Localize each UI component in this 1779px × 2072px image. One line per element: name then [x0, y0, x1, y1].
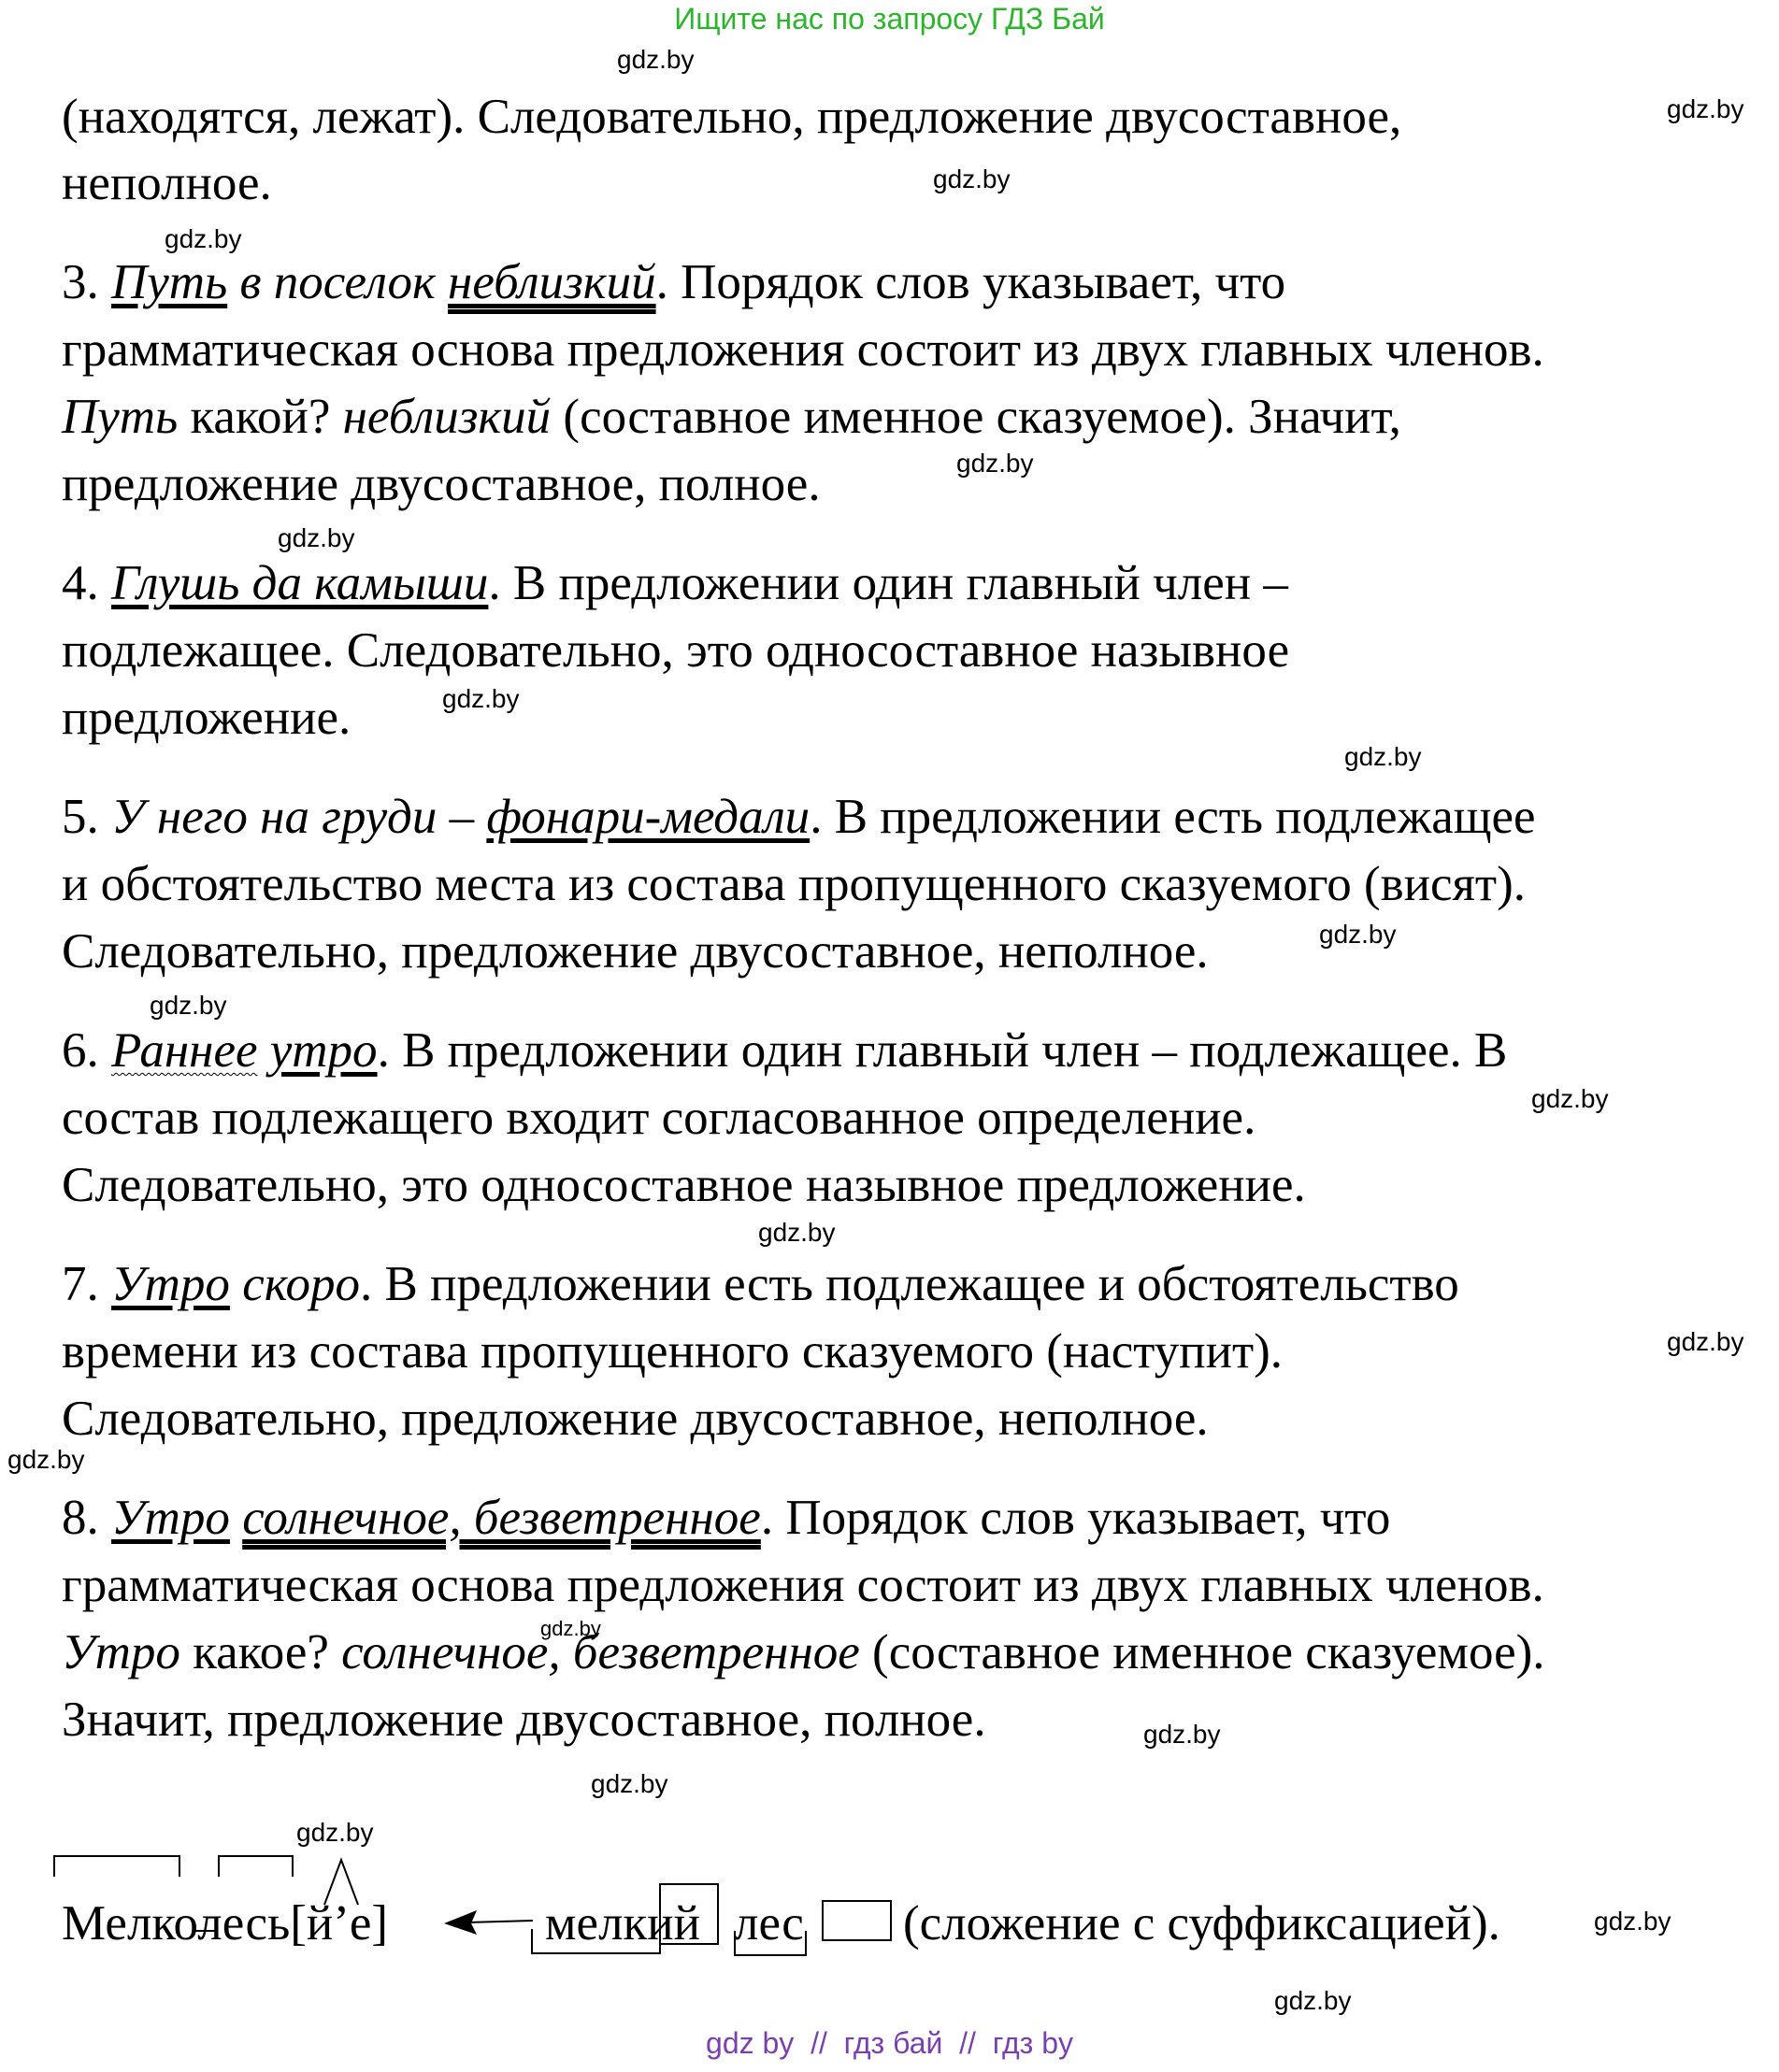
bottom-banner[interactable]: gdz by // гдз бай // гдз by: [706, 2026, 1073, 2060]
attribute: Раннее: [111, 1023, 258, 1078]
watermark: gdz.by: [296, 1818, 374, 1847]
sentence-7-line-2: времени из состава пропущенного сказуемого (наступит).: [62, 1324, 1284, 1379]
text-line: (находятся, лежат). Следовательно, предложение двусоставное,: [62, 90, 1402, 144]
derived-word: Мелколесь[й’е]: [62, 1896, 389, 1951]
top-banner[interactable]: Ищите нас по запросу ГДЗ Бай: [674, 2, 1105, 36]
sentence-6-line-3: Следовательно, это односоставное назывное предложение.: [62, 1158, 1306, 1212]
root-mark: [54, 1856, 179, 1877]
watermark: gdz.by: [1531, 1084, 1609, 1113]
watermark: gdz.by: [1667, 94, 1744, 123]
watermark: gdz.by: [1594, 1907, 1671, 1936]
watermark: gdz.by: [278, 523, 355, 552]
sentence-3-line-2: грамматическая основа предложения состоит из двух главных членов.: [62, 322, 1544, 377]
sentence-8-line-1: 8. Утро солнечное, безветренное. Порядок слов указывает, что: [62, 1491, 1391, 1545]
subject: Глушь да камыши: [111, 556, 489, 610]
watermark: gdz.by: [591, 1769, 668, 1798]
arrow-line: [467, 1921, 533, 1922]
source-word-2: лес: [734, 1896, 804, 1951]
sentence-4-line-1: 4. Глушь да камыши. В предложении один главный член –: [62, 556, 1288, 610]
watermark: gdz.by: [442, 684, 520, 713]
root-mark: [219, 1856, 293, 1877]
subject: Утро: [111, 1491, 230, 1545]
subject: Путь: [111, 255, 228, 309]
sentence-3-line-3: Путь какой? неблизкий (составное именное сказуемое). Значит,: [62, 390, 1401, 444]
watermark: gdz.by: [150, 991, 227, 1020]
predicate: неблизкий: [448, 255, 656, 309]
sentence-6-line-2: состав подлежащего входит согласованное определение.: [62, 1091, 1256, 1145]
sentence-3-line-4: предложение двусоставное, полное.: [62, 457, 821, 511]
watermark: gdz.by: [617, 45, 695, 74]
watermark: gdz.by: [1274, 1986, 1352, 2015]
subject: Утро: [111, 1257, 230, 1311]
watermark: gdz.by: [933, 164, 1011, 193]
watermark: gdz.by: [956, 449, 1034, 478]
word-formation-schema: [0, 1832, 1779, 2019]
sentence-8-line-3: Утро какое? солнечное, безветренное (составное именное сказуемое).: [62, 1625, 1545, 1679]
sentence-5-line-2: и обстоятельство места из состава пропущенного сказуемого (висят).: [62, 857, 1526, 911]
watermark: gdz.by: [1143, 1720, 1221, 1749]
sentence-8-line-4: Значит, предложение двусоставное, полное.: [62, 1693, 986, 1747]
sentence-6-line-1: 6. Раннее утро. В предложении один главный член – подлежащее. В: [62, 1023, 1508, 1078]
watermark: gdz.by: [1344, 742, 1422, 771]
watermark: gdz.by: [540, 1617, 601, 1640]
text-line: неполное.: [62, 156, 272, 210]
sentence-5-line-1: 5. У него на груди – фонари-медали. В предложении есть подлежащее: [62, 790, 1536, 844]
sentence-4-line-2: подлежащее. Следовательно, это односоставное назывное: [62, 623, 1290, 678]
formation-note: (сложение с суффиксацией).: [903, 1896, 1500, 1951]
watermark: gdz.by: [1319, 920, 1397, 949]
sentence-8-line-2: грамматическая основа предложения состоит из двух главных членов.: [62, 1558, 1544, 1612]
sentence-4-line-3: предложение.: [62, 691, 351, 745]
watermark: gdz.by: [758, 1218, 836, 1247]
watermark: gdz.by: [7, 1445, 85, 1474]
sentence-5-line-3: Следовательно, предложение двусоставное, неполное.: [62, 924, 1209, 979]
sentence-3-line-1: 3. Путь в поселок неблизкий. Порядок слов указывает, что: [62, 255, 1286, 309]
source-word-1: мелкий: [545, 1896, 700, 1951]
watermark: gdz.by: [1667, 1327, 1744, 1356]
sentence-7-line-1: 7. Утро скоро. В предложении есть подлежащее и обстоятельство: [62, 1257, 1459, 1311]
watermark: gdz.by: [165, 224, 242, 253]
predicate: солнечное, безветренное: [242, 1491, 761, 1545]
null-ending-box: [823, 1901, 891, 1940]
sentence-7-line-3: Следовательно, предложение двусоставное, неполное.: [62, 1392, 1209, 1446]
subject: утро: [269, 1023, 378, 1078]
subject: фонари-медали: [486, 790, 811, 844]
